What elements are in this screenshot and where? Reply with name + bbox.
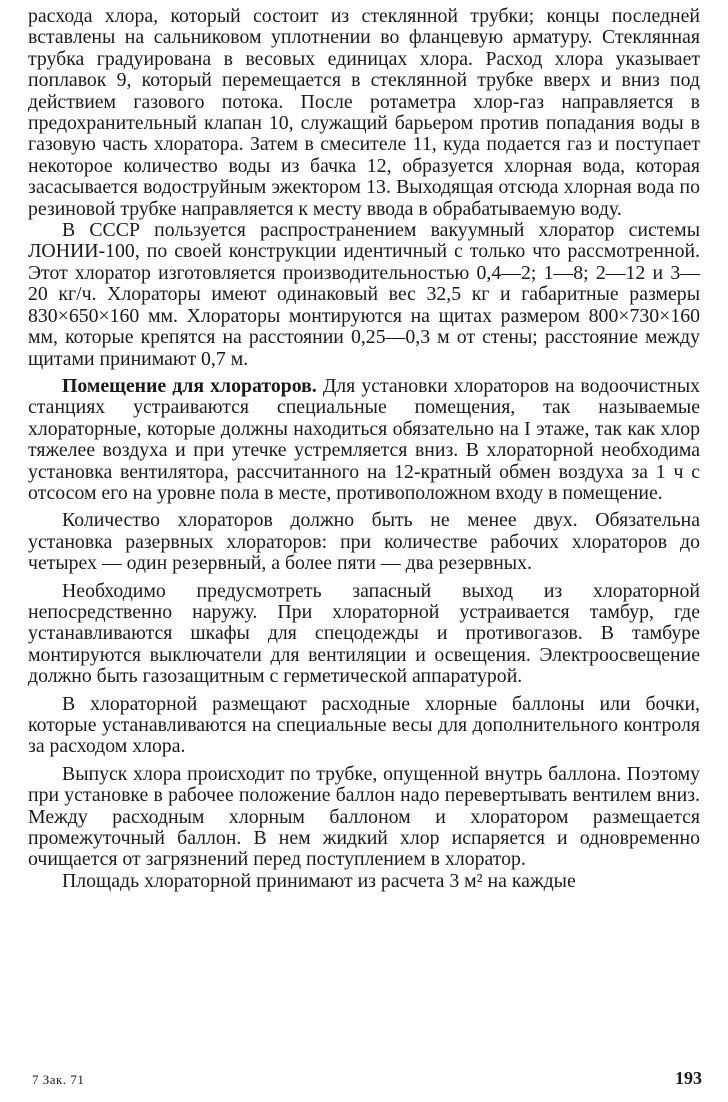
paragraph-lonii-chlorinator [28,220,700,370]
paragraph-emergency-exit [28,581,700,688]
paragraph-text: расхода хлора, который состоит из стеклянной трубки; концы последней вставлены на сальниковом уплотнении во фланцевую арматуру. Стеклянная трубка градуирована в весовых единицах хлора. Расход хлора указывает поплавок 9, который перемещается в стеклянной трубке вверх и вниз под действием газового потока. После ротаметра хлор-газ направляется в предохранительный клапан 10, служащий барьером против попадания воды в газовую часть хлоратора. Затем в смесителе 11, куда подается газ и поступает некоторое количество воды из бачка 12, образуется хлорная вода, которая засасывается водоструйным эжектором 13. Выходящая отсюда хлорная вода по резиновой трубке направляется к месту ввода в обрабатываемую воду. [28,5,700,220]
paragraph-chlorine-release [28,764,700,871]
paragraph-room-area [28,871,700,892]
section-heading: Помещение для хлораторов. [62,374,317,397]
paragraph-chlorinator-count [28,510,700,574]
paragraph-text: Площадь хлораторной принимают из расчета 3 м² на каждые [62,869,576,892]
paragraph-text: В СССР пользуется распространением вакуумный хлоратор системы ЛОНИИ-100, по своей конструкции идентичный с только что рассмотренной. Этот хлоратор изготовляется производительностью 0,4—2; 1—8; 2—12 и 3—20 кг/ч. Хлораторы имеют одинаковый вес 32,5 кг и габаритные размеры 830×650×160 мм. Хлораторы монтируются на щитах размером 800×730×160 мм, которые крепятся на расстоянии 0,25—0,3 м от стены; расстояние между щитами принимают 0,7 м. [28,219,700,370]
paragraph-text: Необходимо предусмотреть запасный выход из хлораторной непосредственно наружу. При хлораторной устраивается тамбур, где устанавливаются шкафы для спецодежды и противогазов. В тамбуре монтируются выключатели для вентиляции и освещения. Электроосвещение должно быть газозащитным с герметической аппаратурой. [28,579,700,688]
paragraph-chlorine-cylinders [28,694,700,758]
paragraph-text: Выпуск хлора происходит по трубке, опущенной внутрь баллона. Поэтому при установке в рабочее положение баллон надо перевертывать вентилем вниз. Между расходным хлорным баллоном и хлоратором размещается промежуточный баллон. В нем жидкий хлор испаряется и одновременно очищается от загрязнений перед поступлением в хлоратор. [28,762,700,871]
paragraph-chlorinator-room [28,376,700,504]
paragraph-text: Количество хлораторов должно быть не менее двух. Обязательна установка разервных хлораторов: при количестве рабочих хлораторов до четырех — один резервный, а более пяти — два резервных. [28,509,700,575]
page-body [28,6,700,892]
paragraph-text: В хлораторной размещают расходные хлорные баллоны или бочки, которые устанавливаются на специальные весы для дополнительного контроля за расходом хлора. [28,692,700,758]
page-number: 193 [675,1068,702,1088]
page-footer [28,1068,702,1090]
paragraph-rotameter-description [28,6,700,220]
paragraph-text: Для установки хлораторов на водоочистных станциях устраиваются специальные помещения, так называемые хлораторные, которые должны находиться обязательно на I этаже, так как хлор тяжелее воздуха и при утечке устремляется вниз. В хлораторной необходима установка вентилятора, рассчитанного на 12-кратный обмен воздуха за 1 ч с отсосом его на уровне пола в месте, противоположном входу в помещение. [28,374,700,504]
printer-signature: 7 Зак. 71 [32,1072,85,1087]
